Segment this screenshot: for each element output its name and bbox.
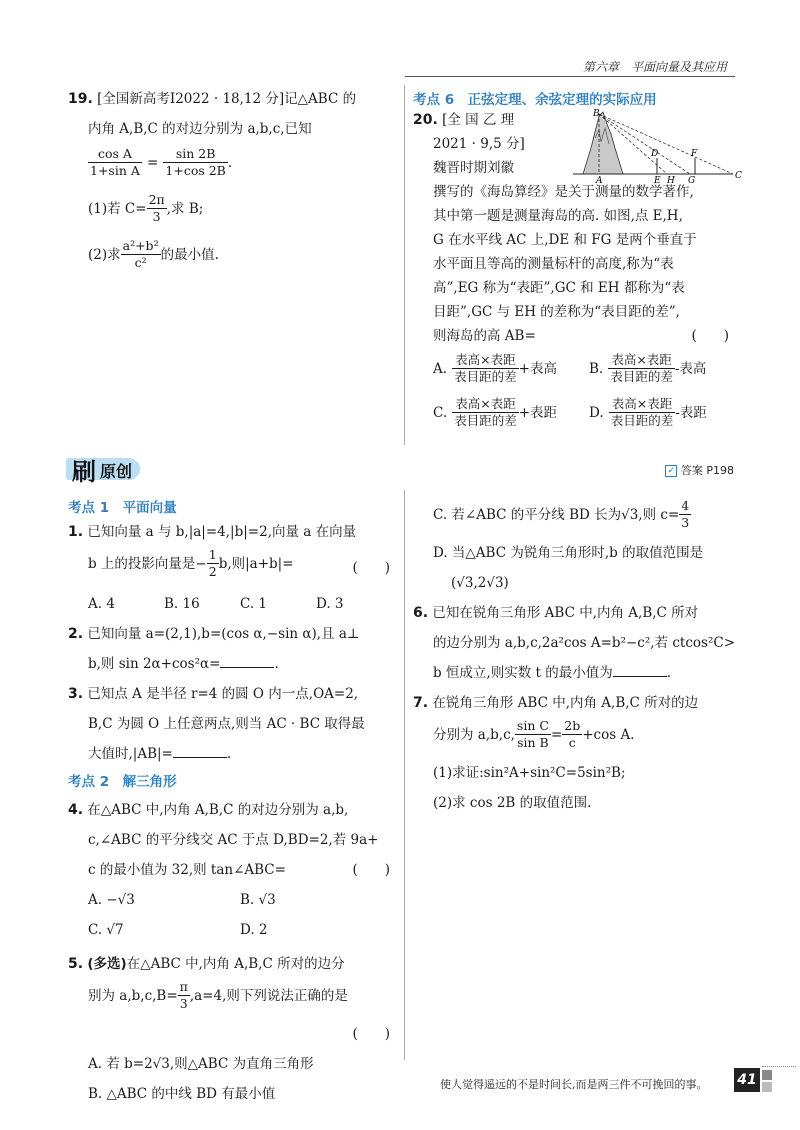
q1-option-b: B. 16 xyxy=(164,596,200,612)
check-icon: ✓ xyxy=(665,465,677,477)
q1-options xyxy=(68,589,398,619)
island-figure xyxy=(545,108,745,186)
answer-ref xyxy=(665,462,734,478)
q20-line8: 高”,EG 称为“表距”,GC 和 EH 都称为“表 xyxy=(433,280,685,296)
q1-option-a: A. 4 xyxy=(88,596,115,612)
island-mountain xyxy=(583,112,623,174)
question-number: 7. xyxy=(413,695,429,711)
label-C: C xyxy=(735,171,742,181)
period: . xyxy=(274,656,279,672)
equals-sign: = xyxy=(146,155,159,171)
column-divider-top xyxy=(404,85,405,445)
question-number: 4. xyxy=(68,802,84,818)
page-corner-decoration xyxy=(762,1082,772,1092)
original-banner xyxy=(66,452,736,486)
section-6-title: 考点 6 正弦定理、余弦定理的实际应用 xyxy=(413,92,657,108)
question-number: 5. xyxy=(68,956,84,972)
q5-line2: 别为 a,b,c,B= $\frac{\pi}{3}$ ,a=4,则下列说法正确的是 xyxy=(88,979,348,1011)
answer-blank[interactable] xyxy=(173,743,227,758)
period: . xyxy=(227,155,233,171)
q6-line1: 已知在锐角三角形 ABC 中,内角 A,B,C 所对 xyxy=(432,605,699,621)
q4-line1: 在△ABC 中,内角 A,B,C 的对边分别为 a,b, xyxy=(87,802,349,818)
q19-fraction-2: $\frac{\sin 2B}{1+\cos 2B}$ xyxy=(165,146,226,178)
q3-line2: B,C 为圆 O 上任意两点,则当 AC · BC 取得最 xyxy=(88,716,365,732)
q7-line2: 分别为 a,b,c, $\frac{\text{sin C}}{\text{sin B}}$ = $\frac{2b}{c}$ +cos A. xyxy=(433,718,635,750)
option-a: A. $\frac{\text{表高×表距}}{\text{表目距的差}}$ +表高 xyxy=(433,352,557,384)
q4-line2: c,∠ABC 的平分线交 AC 于点 D,BD=2,若 9a+ xyxy=(88,832,379,848)
answer-paren: ( ) xyxy=(352,560,390,576)
option-c: C. $\frac{\text{表高×表距}}{\text{表目距的差}}$ +表距 xyxy=(433,396,558,428)
answer-paren: ( ) xyxy=(691,328,729,344)
q1-line1: 已知向量 a 与 b,|a|=4,|b|=2,向量 a 在向量 xyxy=(87,524,357,540)
banner-title: 原创 xyxy=(100,462,133,481)
question-number: 19. xyxy=(68,91,93,107)
label-F: F xyxy=(691,149,698,159)
page-corner-decoration xyxy=(762,1070,772,1080)
q20-line5: 其中第一题是测量海岛的高. 如图,点 E,H, xyxy=(433,208,683,224)
q3-line3: 大值时,|AB|= xyxy=(88,746,173,762)
column-divider-bottom xyxy=(404,490,405,1060)
q4-option-d: D. 2 xyxy=(240,922,268,938)
q5-option-a: A. 若 b=2√3,则△ABC 为直角三角形 xyxy=(88,1056,314,1072)
q4-line3: c 的最小值为 32,则 tan∠ABC= xyxy=(88,862,286,878)
q6-line3: b 恒成立,则实数 t 的最小值为 xyxy=(433,665,613,681)
multi-select-tag: (多选) xyxy=(87,956,127,972)
question-number: 1. xyxy=(68,524,84,540)
q1-line2: b 上的投影向量是− $\frac{1}{2}$ b,则|a+b|= ( ) xyxy=(68,547,398,589)
header-rule xyxy=(405,76,735,77)
period: . xyxy=(666,665,672,681)
chapter-header-bar xyxy=(405,56,745,78)
answer-paren: ( ) xyxy=(352,1026,390,1042)
option-d: D. $\frac{\text{表高×表距}}{\text{表目距的差}}$ -表距 xyxy=(589,396,707,428)
q6-line2: 的边分别为 a,b,c,2a²cos A=b²−c²,若 ctcos²C> xyxy=(433,635,736,651)
label-A: A xyxy=(596,176,603,186)
label-B: B xyxy=(593,109,600,119)
q20-line1: [全 国 乙 理 xyxy=(442,112,515,128)
chapter-title: 第六章 平面向量及其应用 xyxy=(582,60,727,74)
page-number: 41 xyxy=(737,1072,757,1088)
q5-option-c: C. 若∠ABC 的平分线 BD 长为√3,则 c= $\frac{4}{3}$ xyxy=(433,498,690,530)
label-E: E xyxy=(654,176,661,186)
q5-option-b: B. △ABC 的中线 BD 有最小值 xyxy=(88,1086,276,1102)
footer-dots xyxy=(762,1066,796,1067)
label-H: H xyxy=(667,176,675,186)
page-number-box xyxy=(734,1068,760,1092)
label-D: D xyxy=(651,149,659,159)
section-1-title: 考点 1 平面向量 xyxy=(68,500,177,516)
q20-line10: 则海岛的高 AB= xyxy=(433,328,536,344)
q1-option-d: D. 3 xyxy=(316,596,344,612)
question-19 xyxy=(68,84,398,278)
q19-line2: 内角 A,B,C 的对边分别为 a,b,c,已知 xyxy=(88,121,312,137)
footer-quote: 使人觉得遥远的不是时间长,而是两三件不可挽回的事。 xyxy=(440,1078,708,1091)
q2-line2: b,则 sin 2α+cos²α= xyxy=(88,656,221,672)
period: . xyxy=(226,746,232,762)
right-bottom-column xyxy=(413,498,743,818)
q5-option-d-range: (√3,2√3) xyxy=(451,575,509,591)
section-2-title: 考点 2 解三角形 xyxy=(68,774,177,790)
answer-blank[interactable] xyxy=(220,653,274,668)
option-b: B. $\frac{\text{表高×表距}}{\text{表目距的差}}$ -表高 xyxy=(589,352,707,384)
answer-page: 答案 P198 xyxy=(680,464,734,477)
q19-part1: (1)若 C= $\frac{2\pi}{3}$ ,求 B; xyxy=(88,192,204,224)
banner-brush-char: 刷 xyxy=(72,458,96,486)
question-number: 3. xyxy=(68,686,84,702)
q7-line1: 在锐角三角形 ABC 中,内角 A,B,C 所对的边 xyxy=(432,695,699,711)
question-number: 20. xyxy=(413,112,438,128)
q1-option-c: C. 1 xyxy=(240,596,268,612)
q20-line7: 水平面且等高的测量标杆的高度,称为“表 xyxy=(433,256,674,272)
q3-line1: 已知点 A 是半径 r=4 的圆 O 内一点,OA=2, xyxy=(87,686,359,702)
q20-line9: 目距”,GC 与 EH 的差称为“表目距的差”, xyxy=(433,304,680,320)
q4-option-c: C. √7 xyxy=(88,922,124,938)
q5-option-d: D. 当△ABC 为锐角三角形时,b 的取值范围是 xyxy=(433,545,704,561)
q20-line3: 魏晋时期刘徽 xyxy=(433,160,514,176)
q20-line2: 2021 · 9,5 分] xyxy=(433,136,525,152)
q5-line1: 在△ABC 中,内角 A,B,C 所对的边分 xyxy=(126,956,345,972)
q2-line1: 已知向量 a=(2,1),b=(cos α,−sin α),且 a⊥ xyxy=(87,626,360,642)
q20-line4: 撰写的《海岛算经》是关于测量的数学著作, xyxy=(433,184,694,200)
q4-option-b: B. √3 xyxy=(240,892,276,908)
answer-blank[interactable] xyxy=(613,662,667,677)
q19-line1: [全国新高考Ⅰ2022 · 18,12 分]记△ABC 的 xyxy=(97,91,357,107)
q20-line6: G 在水平线 AC 上,DE 和 FG 是两个垂直于 xyxy=(433,232,697,248)
label-G: G xyxy=(688,176,696,186)
question-number: 6. xyxy=(413,605,429,621)
q7-part1: (1)求证:sin²A+sin²C=5sin²B; xyxy=(433,765,626,781)
left-bottom-column xyxy=(68,517,398,1109)
q19-fraction-1: $\frac{\text{cos A}}{\text{1+sin A}}$ xyxy=(90,146,140,178)
q19-part2: (2)求 $\frac{\text{a²+b²}}{\text{c²}}$ 的最小值. xyxy=(88,238,219,270)
question-number: 2. xyxy=(68,626,84,642)
q7-part2: (2)求 cos 2B 的取值范围. xyxy=(433,795,592,811)
answer-paren: ( ) xyxy=(352,862,390,878)
q4-option-a: A. −√3 xyxy=(88,892,135,908)
